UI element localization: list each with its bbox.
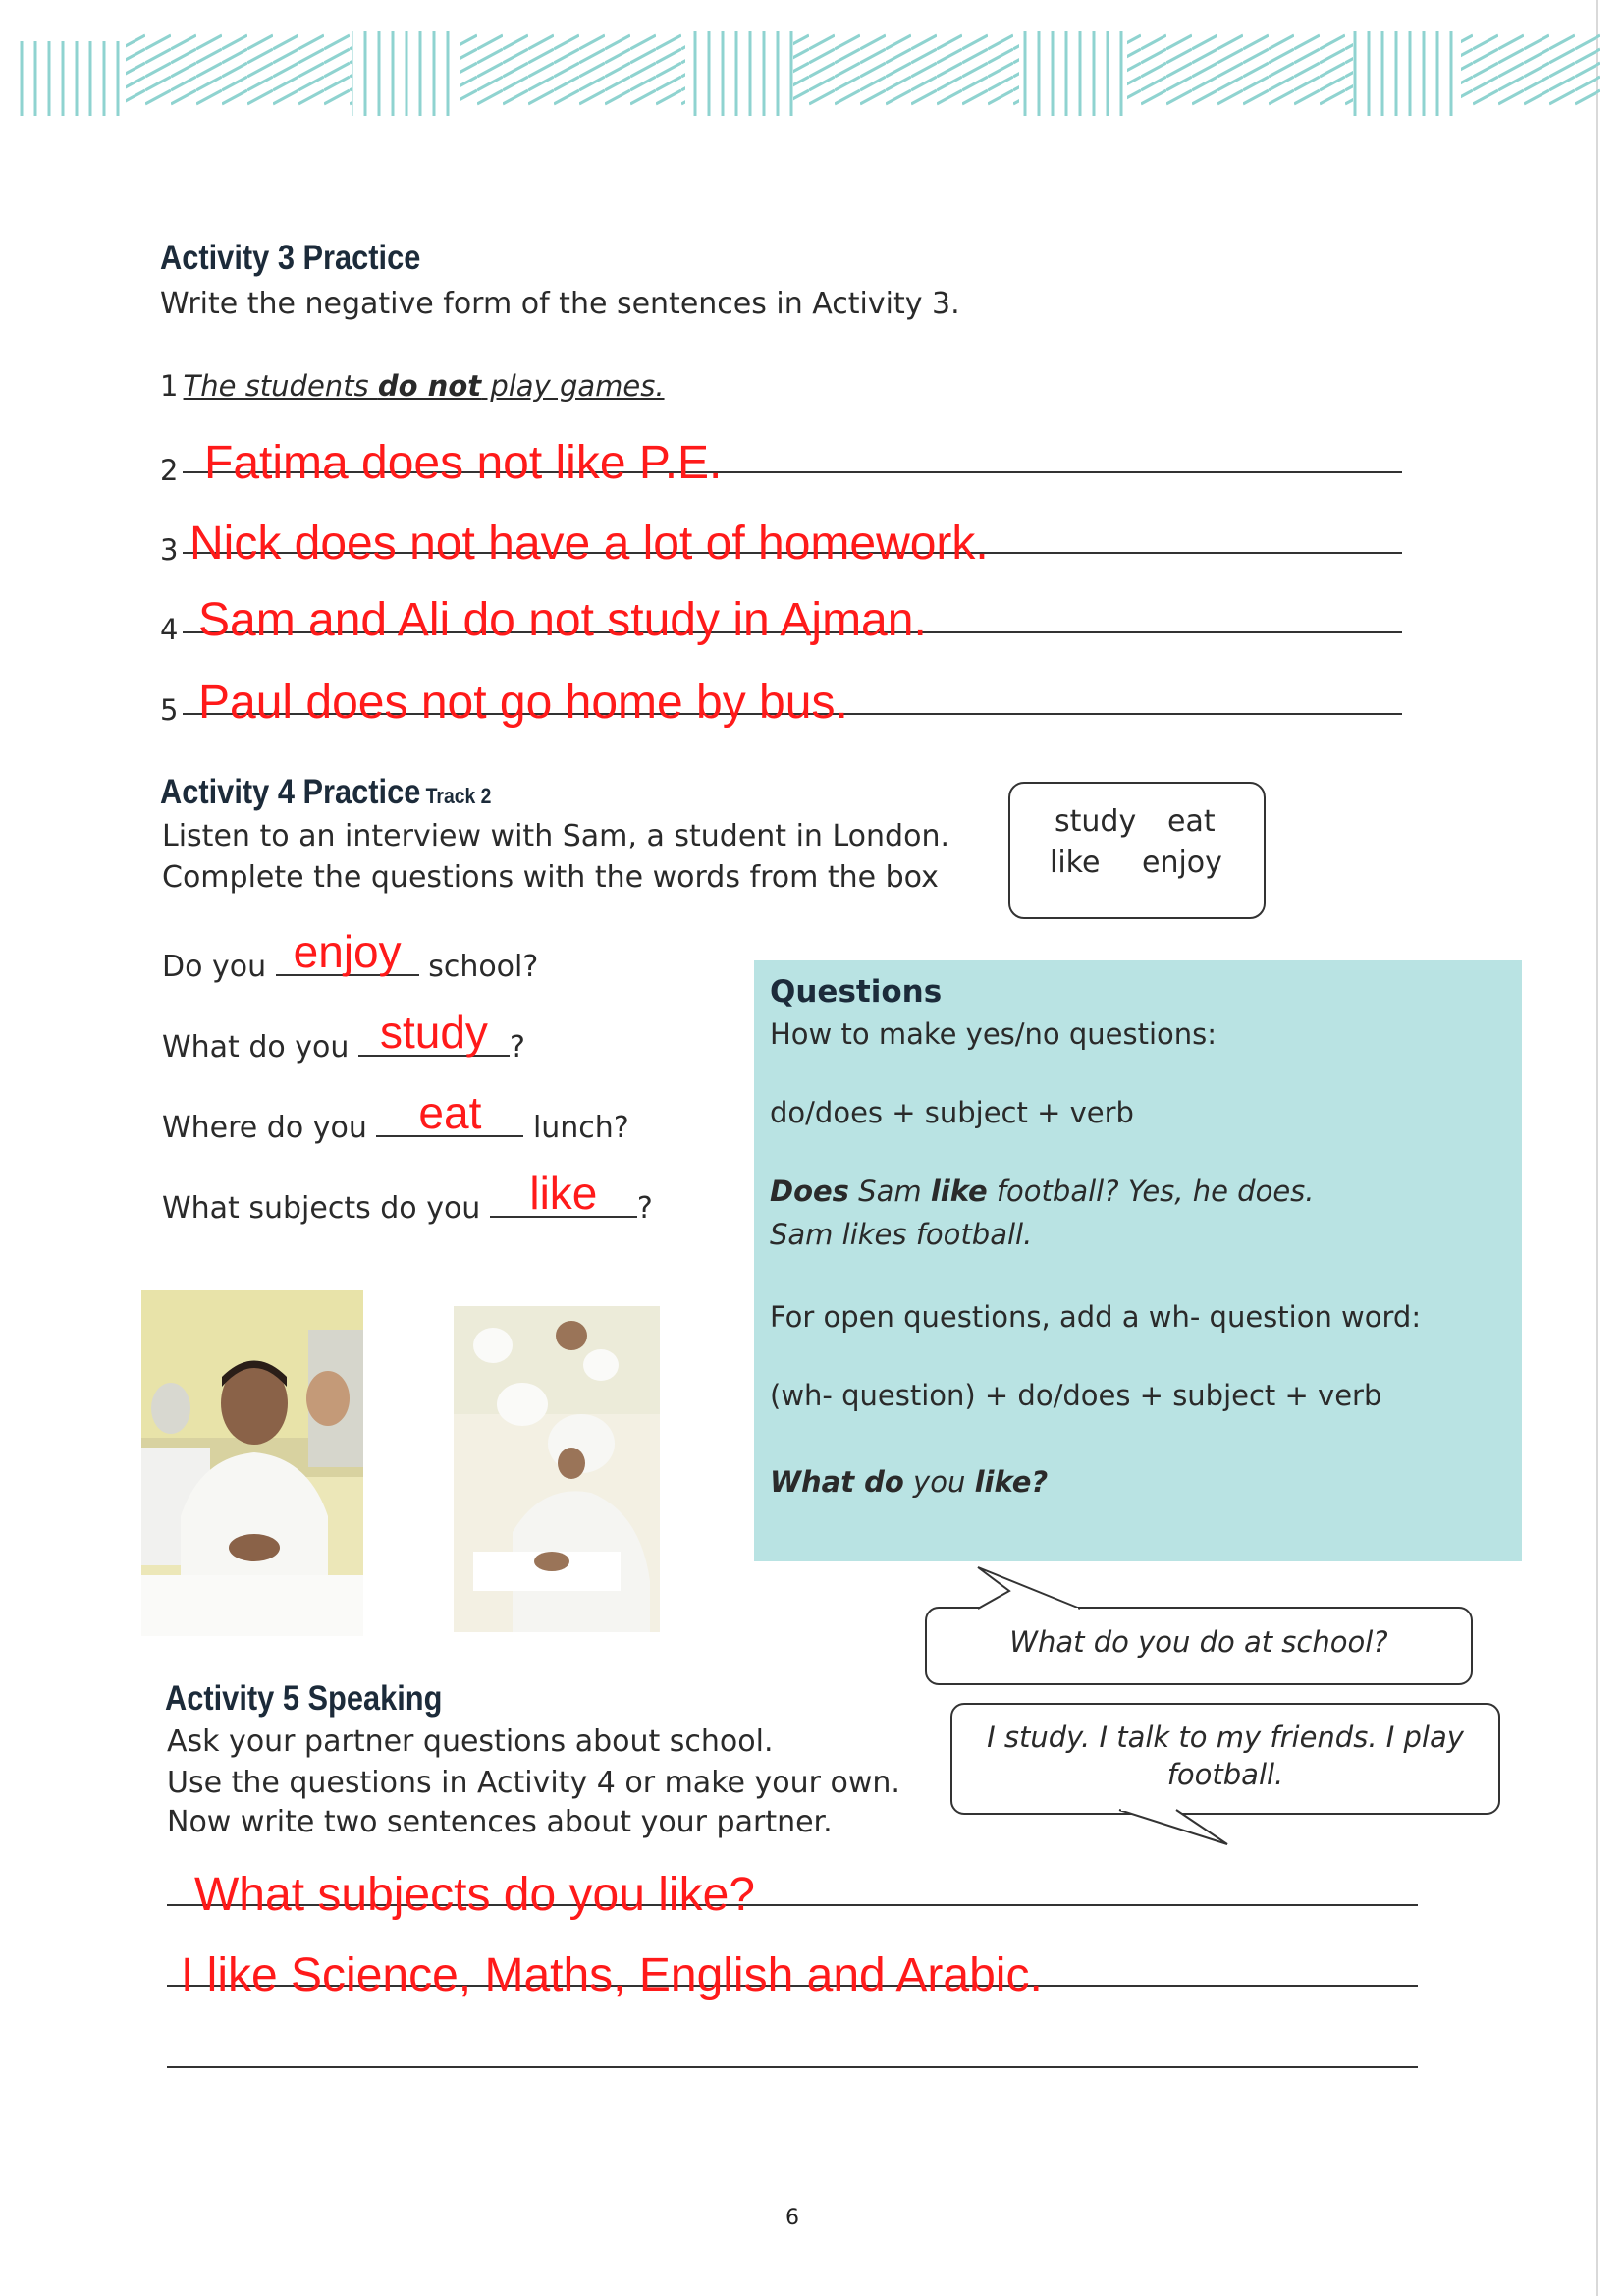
activity5-line2: Use the questions in Activity 4 or make your own. <box>167 1766 900 1800</box>
bubble-question-text: What do you do at school? <box>1009 1625 1388 1659</box>
example-part3: play games. <box>481 369 665 403</box>
bubble-tail-bottom <box>1117 1809 1235 1848</box>
activity4-track: Track 2 <box>425 784 492 808</box>
word-eat: eat <box>1167 804 1216 839</box>
activity5-answer-1: What subjects do you like? <box>194 1869 755 1921</box>
question-4-blank <box>490 1168 637 1219</box>
word-study: study <box>1055 804 1137 839</box>
answer-text-2: Fatima does not like P.E. <box>204 437 723 489</box>
question-1 <box>162 926 539 984</box>
answer-text-5: Paul does not go home by bus. <box>198 677 848 729</box>
questions-box-line4: (wh- question) + do/does + subject + verb <box>770 1379 1382 1412</box>
example-part1: The students <box>183 369 378 403</box>
bubble-reply-line1: I study. I talk to my friends. I play <box>987 1721 1464 1754</box>
answer-number-5: 5 <box>160 693 179 727</box>
bubble-tail-top <box>976 1565 1084 1611</box>
word-like: like <box>1050 846 1101 880</box>
activity4-title: Activity 4 Practice <box>160 773 421 811</box>
activity4-instruction-1: Listen to an interview with Sam, a student in London. <box>162 819 949 853</box>
question-3-answer: eat <box>418 1087 482 1138</box>
speech-bubble-question <box>925 1607 1473 1685</box>
activity5-answer-2: I like Science, Maths, English and Arabic. <box>181 1949 1043 2001</box>
question-2-answer: study <box>379 1007 488 1058</box>
word-box <box>1008 782 1266 919</box>
question-1-answer: enjoy <box>293 926 402 977</box>
question-4-before: What subjects do you <box>162 1191 490 1226</box>
ex2-what: What do <box>770 1465 904 1499</box>
bubble-reply-line2: football. <box>1166 1758 1284 1791</box>
question-2-after: ? <box>509 1030 525 1065</box>
answer-number-3: 3 <box>160 533 179 567</box>
question-1-blank <box>276 926 419 977</box>
activity5-line3: Now write two sentences about your partner. <box>167 1805 833 1839</box>
example-number: 1 <box>160 369 179 403</box>
answer-number-2: 2 <box>160 454 179 487</box>
question-3-blank <box>376 1087 523 1138</box>
question-3-after: lunch? <box>523 1111 629 1145</box>
ex-rest: football? Yes, he does. <box>987 1175 1315 1208</box>
page-edge <box>1596 0 1598 2296</box>
question-3-before: Where do you <box>162 1111 377 1145</box>
question-2-blank <box>358 1007 510 1058</box>
activity4-heading <box>160 773 491 812</box>
classroom-photo <box>454 1306 660 1632</box>
questions-box-example2 <box>770 1465 1048 1499</box>
activity5-heading: Activity 5 Speaking <box>165 1679 443 1718</box>
questions-grammar-box <box>754 960 1522 1561</box>
ex-does: Does <box>770 1175 849 1208</box>
activity3-example <box>160 369 665 403</box>
answer-text-3: Nick does not have a lot of homework. <box>189 518 989 570</box>
question-1-after: school? <box>418 950 539 984</box>
decorative-banner <box>18 22 1600 116</box>
questions-box-line2: do/does + subject + verb <box>770 1096 1134 1129</box>
page-number: 6 <box>785 2206 799 2230</box>
activity4-instruction-2: Complete the questions with the words from the box <box>162 860 939 895</box>
activity5-line1: Ask your partner questions about school. <box>167 1724 774 1759</box>
ex-like: like <box>930 1175 988 1208</box>
student-photo <box>141 1290 363 1636</box>
questions-box-example1 <box>770 1175 1315 1208</box>
questions-box-line1: How to make yes/no questions: <box>770 1017 1217 1051</box>
answer-text-4: Sam and Ali do not study in Ajman. <box>198 594 927 646</box>
ex-sam: Sam <box>848 1175 931 1208</box>
questions-box-title: Questions <box>770 974 943 1010</box>
question-3 <box>162 1087 629 1145</box>
question-4-after: ? <box>636 1191 653 1226</box>
question-2 <box>162 1007 525 1065</box>
word-enjoy: enjoy <box>1142 846 1222 880</box>
question-4-answer: like <box>529 1168 598 1219</box>
question-1-before: Do you <box>162 950 276 984</box>
question-4 <box>162 1168 653 1226</box>
activity3-instruction: Write the negative form of the sentences in Activity 3. <box>160 287 960 321</box>
speech-bubble-reply <box>950 1703 1500 1815</box>
questions-box-line3: For open questions, add a wh- question word: <box>770 1300 1422 1334</box>
question-2-before: What do you <box>162 1030 358 1065</box>
write-line-3 <box>167 2066 1418 2068</box>
answer-number-4: 4 <box>160 613 179 646</box>
questions-box-example1-line2: Sam likes football. <box>770 1218 1033 1251</box>
example-part2: do not <box>377 369 482 403</box>
example-sentence <box>184 369 665 403</box>
activity3-heading: Activity 3 Practice <box>160 239 421 277</box>
ex2-like: like? <box>974 1465 1049 1499</box>
ex2-you: you <box>903 1465 975 1499</box>
